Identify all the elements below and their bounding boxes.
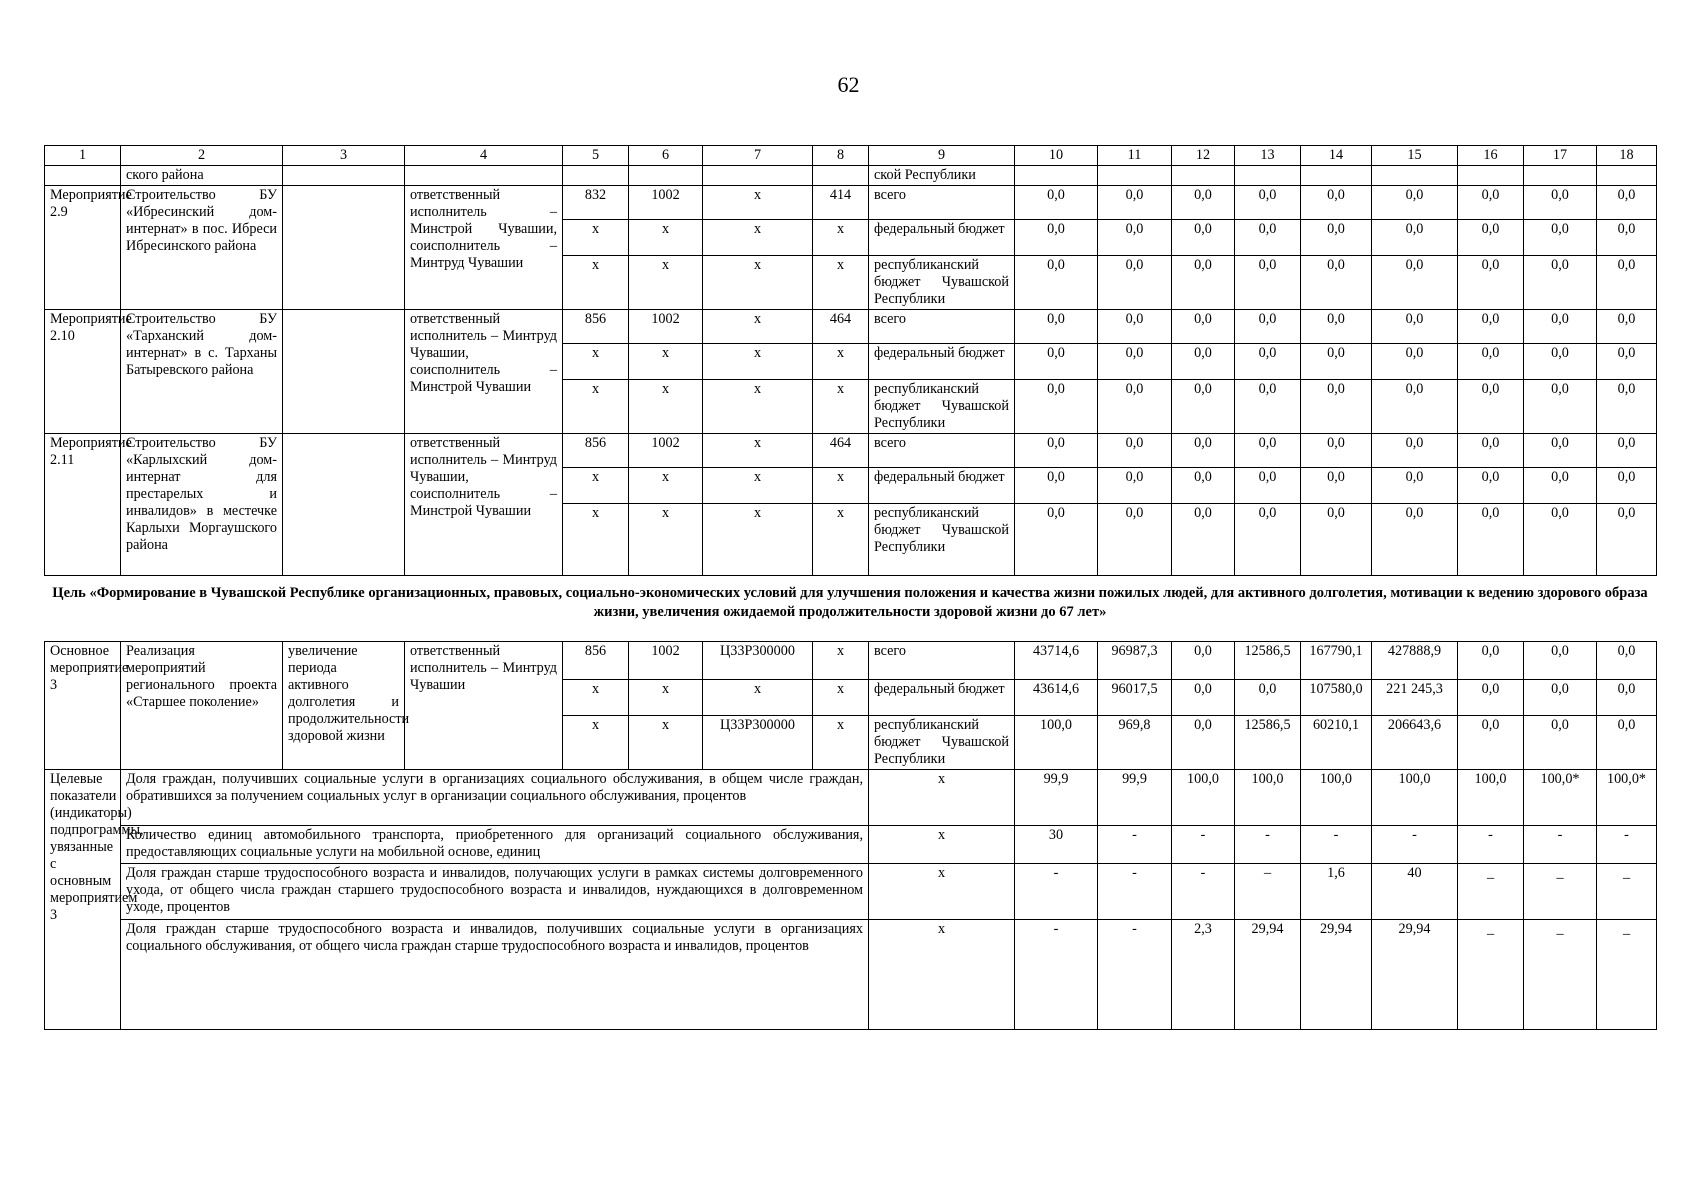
amount-cell: 0,0 <box>1235 220 1301 256</box>
amount-cell: 0,0 <box>1458 680 1524 716</box>
budget-table-top <box>44 145 1657 576</box>
code-cell: 856 <box>563 642 629 680</box>
amount-cell: 0,0 <box>1098 380 1172 434</box>
column-number: 13 <box>1235 146 1301 166</box>
code-cell: х <box>563 344 629 380</box>
indicator-text: Количество единиц автомобильного транспорта, приобретенного для организаций социального обслуживания, предоставляющих социальные услуги на мобильной основе, единиц <box>121 826 869 864</box>
amount-cell: 0,0 <box>1372 468 1458 504</box>
code-cell: х <box>813 380 869 434</box>
amount-cell: 0,0 <box>1098 186 1172 220</box>
amount-cell: 96987,3 <box>1098 642 1172 680</box>
amount-cell: 0,0 <box>1458 344 1524 380</box>
amount-cell: 0,0 <box>1301 504 1372 576</box>
code-cell: х <box>629 256 703 310</box>
code-cell: х <box>563 716 629 770</box>
main-measure-name: Реализация мероприятий регионального проекта «Старшее поколение» <box>121 642 283 770</box>
amount-cell: 0,0 <box>1458 434 1524 468</box>
measure-label: Мероприятие 2.9 <box>45 186 121 310</box>
indicator-mark: х <box>869 920 1015 1030</box>
empty-cell <box>629 166 703 186</box>
indicator-value: 1,6 <box>1301 864 1372 920</box>
amount-cell: 0,0 <box>1098 344 1172 380</box>
indicator-value: 100,0 <box>1372 770 1458 826</box>
amount-cell: 0,0 <box>1458 380 1524 434</box>
column-number: 18 <box>1597 146 1657 166</box>
amount-cell: 0,0 <box>1597 716 1657 770</box>
code-cell: х <box>563 468 629 504</box>
amount-cell: 0,0 <box>1098 434 1172 468</box>
code-cell: х <box>563 380 629 434</box>
code-cell: х <box>563 220 629 256</box>
code-cell: Ц33Р300000 <box>703 642 813 680</box>
funding-source: федеральный бюджет <box>869 220 1015 256</box>
code-cell: х <box>703 344 813 380</box>
target-indicator-row <box>45 864 1657 920</box>
code-cell: х <box>703 468 813 504</box>
code-cell: х <box>629 380 703 434</box>
indicator-text: Доля граждан старше трудоспособного возраста и инвалидов, получивших социальные услуги в организациях социального обслуживания, от общего числа граждан старше трудоспособного возраста и инвалидов, процентов <box>121 920 869 1030</box>
code-cell: х <box>703 186 813 220</box>
funding-source: республиканский бюджет Чувашской Республики <box>869 380 1015 434</box>
amount-cell: 0,0 <box>1524 220 1597 256</box>
code-cell: х <box>703 220 813 256</box>
indicator-value: 100,0 <box>1458 770 1524 826</box>
column-number: 2 <box>121 146 283 166</box>
indicator-value: _ <box>1458 920 1524 1030</box>
indicator-value: 29,94 <box>1372 920 1458 1030</box>
amount-cell: 0,0 <box>1372 344 1458 380</box>
main-measure-row <box>45 642 1657 680</box>
continuation-text: ской Республики <box>869 166 1015 186</box>
funding-source: всего <box>869 642 1015 680</box>
code-cell: х <box>703 680 813 716</box>
target-indicator-row <box>45 770 1657 826</box>
amount-cell: 0,0 <box>1301 256 1372 310</box>
column-number: 10 <box>1015 146 1098 166</box>
amount-cell: 43714,6 <box>1015 642 1098 680</box>
amount-cell: 0,0 <box>1235 344 1301 380</box>
main-measure-executor: ответственный исполнитель – Минтруд Чувашии <box>405 642 563 770</box>
measure-row <box>45 434 1657 468</box>
amount-cell: 0,0 <box>1235 434 1301 468</box>
amount-cell: 0,0 <box>1235 256 1301 310</box>
amount-cell: 0,0 <box>1015 186 1098 220</box>
amount-cell: 0,0 <box>1524 434 1597 468</box>
indicator-value: - <box>1524 826 1597 864</box>
amount-cell: 0,0 <box>1235 380 1301 434</box>
amount-cell: 0,0 <box>1015 220 1098 256</box>
indicator-mark: х <box>869 770 1015 826</box>
indicator-value: 2,3 <box>1172 920 1235 1030</box>
indicator-value: 30 <box>1015 826 1098 864</box>
amount-cell: 0,0 <box>1458 186 1524 220</box>
indicator-value: - <box>1098 864 1172 920</box>
measure-label: Мероприятие 2.10 <box>45 310 121 434</box>
main-measure-indicator: увеличение периода активного долголетия и продолжительности здоровой жизни <box>283 642 405 770</box>
empty-cell <box>813 166 869 186</box>
amount-cell: 0,0 <box>1597 642 1657 680</box>
code-cell: х <box>813 468 869 504</box>
amount-cell: 0,0 <box>1301 310 1372 344</box>
indicator-value: 40 <box>1372 864 1458 920</box>
code-cell: 832 <box>563 186 629 220</box>
measure-row <box>45 310 1657 344</box>
empty-cell <box>1301 166 1372 186</box>
main-measure-label: Основное мероприятие 3 <box>45 642 121 770</box>
amount-cell: 0,0 <box>1458 504 1524 576</box>
amount-cell: 107580,0 <box>1301 680 1372 716</box>
amount-cell: 0,0 <box>1372 186 1458 220</box>
amount-cell: 0,0 <box>1015 504 1098 576</box>
column-number: 1 <box>45 146 121 166</box>
amount-cell: 0,0 <box>1597 186 1657 220</box>
amount-cell: 0,0 <box>1235 310 1301 344</box>
code-cell: х <box>703 504 813 576</box>
code-cell: 414 <box>813 186 869 220</box>
indicator-value: - <box>1458 826 1524 864</box>
amount-cell: 0,0 <box>1098 256 1172 310</box>
amount-cell: 0,0 <box>1372 380 1458 434</box>
amount-cell: 0,0 <box>1172 642 1235 680</box>
code-cell: х <box>813 680 869 716</box>
indicator-value: - <box>1597 826 1657 864</box>
code-cell: х <box>813 642 869 680</box>
amount-cell: 0,0 <box>1015 310 1098 344</box>
code-cell: 464 <box>813 434 869 468</box>
code-cell: х <box>703 380 813 434</box>
code-cell: 1002 <box>629 434 703 468</box>
measure-name: Строительство БУ «Ибресинский дом-интернат» в пос. Ибреси Ибресинского района <box>121 186 283 310</box>
column-number: 9 <box>869 146 1015 166</box>
amount-cell: 0,0 <box>1172 344 1235 380</box>
amount-cell: 0,0 <box>1597 256 1657 310</box>
amount-cell: 0,0 <box>1524 310 1597 344</box>
amount-cell: 0,0 <box>1372 310 1458 344</box>
amount-cell: 0,0 <box>1015 344 1098 380</box>
amount-cell: 0,0 <box>1098 310 1172 344</box>
funding-source: всего <box>869 310 1015 344</box>
measure-executor: ответственный исполнитель – Минстрой Чувашии, соисполнитель – Минтруд Чувашии <box>405 186 563 310</box>
empty-cell <box>1015 166 1098 186</box>
amount-cell: 0,0 <box>1098 468 1172 504</box>
amount-cell: 12586,5 <box>1235 716 1301 770</box>
indicator-value: 99,9 <box>1015 770 1098 826</box>
empty-cell <box>1372 166 1458 186</box>
code-cell: 856 <box>563 310 629 344</box>
empty-cell <box>405 166 563 186</box>
amount-cell: 0,0 <box>1372 504 1458 576</box>
continuation-row <box>45 166 1657 186</box>
funding-source: всего <box>869 434 1015 468</box>
amount-cell: 0,0 <box>1172 186 1235 220</box>
amount-cell: 0,0 <box>1172 310 1235 344</box>
indicator-value: - <box>1098 920 1172 1030</box>
amount-cell: 0,0 <box>1597 310 1657 344</box>
empty-cell <box>1524 166 1597 186</box>
measure-name: Строительство БУ «Карлыхский дом-интернат для престарелых и инвалидов» в местечке Карлыхи Моргаушского района <box>121 434 283 576</box>
code-cell: х <box>629 680 703 716</box>
empty-cell <box>1172 166 1235 186</box>
target-indicator-row <box>45 826 1657 864</box>
measure-name: Строительство БУ «Тарханский дом-интернат» в с. Тарханы Батыревского района <box>121 310 283 434</box>
code-cell: 856 <box>563 434 629 468</box>
column-number: 11 <box>1098 146 1172 166</box>
amount-cell: 0,0 <box>1015 256 1098 310</box>
indicator-mark: х <box>869 826 1015 864</box>
amount-cell: 0,0 <box>1172 256 1235 310</box>
amount-cell: 0,0 <box>1458 468 1524 504</box>
code-cell: х <box>813 716 869 770</box>
empty-cell <box>283 166 405 186</box>
amount-cell: 0,0 <box>1597 504 1657 576</box>
column-number: 14 <box>1301 146 1372 166</box>
indicator-value: - <box>1301 826 1372 864</box>
indicator-value: – <box>1235 864 1301 920</box>
amount-cell: 0,0 <box>1524 344 1597 380</box>
amount-cell: 0,0 <box>1372 220 1458 256</box>
page-number: 62 <box>837 72 860 97</box>
measure-row <box>45 186 1657 220</box>
indicator-value: - <box>1172 864 1235 920</box>
indicator-value: 100,0 <box>1172 770 1235 826</box>
column-number: 16 <box>1458 146 1524 166</box>
column-number: 7 <box>703 146 813 166</box>
amount-cell: 0,0 <box>1301 468 1372 504</box>
amount-cell: 0,0 <box>1235 504 1301 576</box>
amount-cell: 0,0 <box>1524 256 1597 310</box>
amount-cell: 0,0 <box>1172 680 1235 716</box>
code-cell: х <box>629 504 703 576</box>
measure-executor: ответственный исполнитель – Минтруд Чувашии, соисполнитель – Минстрой Чувашии <box>405 310 563 434</box>
amount-cell: 0,0 <box>1172 468 1235 504</box>
amount-cell: 969,8 <box>1098 716 1172 770</box>
amount-cell: 0,0 <box>1301 220 1372 256</box>
goal-heading: Цель «Формирование в Чувашской Республике организационных, правовых, социально-экономических условий для улучшения положения и качества жизни пожилых людей, для активного долголетия, мотивации к ведению здорового образа жизни, увеличения ожидаемой продолжительности здоровой жизни до 67 лет» <box>52 585 1648 620</box>
funding-source: республиканский бюджет Чувашской Республики <box>869 504 1015 576</box>
funding-source: республиканский бюджет Чувашской Республики <box>869 256 1015 310</box>
amount-cell: 0,0 <box>1235 186 1301 220</box>
amount-cell: 0,0 <box>1301 380 1372 434</box>
amount-cell: 221 245,3 <box>1372 680 1458 716</box>
code-cell: х <box>813 344 869 380</box>
amount-cell: 0,0 <box>1372 434 1458 468</box>
code-cell: х <box>629 716 703 770</box>
amount-cell: 0,0 <box>1597 468 1657 504</box>
empty-cell <box>1458 166 1524 186</box>
header-row <box>45 146 1657 166</box>
amount-cell: 0,0 <box>1172 434 1235 468</box>
continuation-text: ского района <box>121 166 283 186</box>
code-cell: х <box>563 680 629 716</box>
measure-label: Мероприятие 2.11 <box>45 434 121 576</box>
indicator-value: - <box>1235 826 1301 864</box>
indicator-value: _ <box>1597 864 1657 920</box>
funding-source: федеральный бюджет <box>869 468 1015 504</box>
amount-cell: 0,0 <box>1458 716 1524 770</box>
amount-cell: 0,0 <box>1597 344 1657 380</box>
column-number: 12 <box>1172 146 1235 166</box>
indicator-value: 100,0 <box>1235 770 1301 826</box>
code-cell: х <box>629 220 703 256</box>
amount-cell: 0,0 <box>1458 310 1524 344</box>
measure-executor: ответственный исполнитель – Минтруд Чувашии, соисполнитель – Минстрой Чувашии <box>405 434 563 576</box>
amount-cell: 0,0 <box>1524 504 1597 576</box>
amount-cell: 0,0 <box>1098 504 1172 576</box>
funding-source: федеральный бюджет <box>869 680 1015 716</box>
amount-cell: 0,0 <box>1524 380 1597 434</box>
column-number: 15 <box>1372 146 1458 166</box>
funding-source: федеральный бюджет <box>869 344 1015 380</box>
empty-cell <box>703 166 813 186</box>
amount-cell: 206643,6 <box>1372 716 1458 770</box>
measure-indicator <box>283 434 405 576</box>
indicator-value: - <box>1098 826 1172 864</box>
indicator-value: - <box>1015 864 1098 920</box>
code-cell: х <box>703 310 813 344</box>
amount-cell: 12586,5 <box>1235 642 1301 680</box>
code-cell: х <box>813 220 869 256</box>
code-cell: х <box>703 256 813 310</box>
indicator-text: Доля граждан, получивших социальные услуги в организациях социального обслуживания, в общем числе граждан, обратившихся за получением социальных услуг в организации социального обслуживания, процентов <box>121 770 869 826</box>
code-cell: х <box>563 504 629 576</box>
column-number: 3 <box>283 146 405 166</box>
indicator-value: 100,0* <box>1524 770 1597 826</box>
code-cell: 464 <box>813 310 869 344</box>
amount-cell: 0,0 <box>1301 434 1372 468</box>
amount-cell: 0,0 <box>1172 504 1235 576</box>
indicator-value: _ <box>1458 864 1524 920</box>
column-number: 17 <box>1524 146 1597 166</box>
amount-cell: 0,0 <box>1458 220 1524 256</box>
amount-cell: 43614,6 <box>1015 680 1098 716</box>
indicator-value: - <box>1015 920 1098 1030</box>
indicator-mark: х <box>869 864 1015 920</box>
empty-cell <box>45 166 121 186</box>
amount-cell: 0,0 <box>1015 434 1098 468</box>
indicator-value: _ <box>1524 920 1597 1030</box>
amount-cell: 100,0 <box>1015 716 1098 770</box>
amount-cell: 0,0 <box>1015 468 1098 504</box>
code-cell: Ц33Р300000 <box>703 716 813 770</box>
amount-cell: 0,0 <box>1597 220 1657 256</box>
amount-cell: 0,0 <box>1301 344 1372 380</box>
measure-indicator <box>283 186 405 310</box>
column-number: 5 <box>563 146 629 166</box>
column-number: 8 <box>813 146 869 166</box>
amount-cell: 0,0 <box>1372 256 1458 310</box>
indicator-value: - <box>1172 826 1235 864</box>
amount-cell: 0,0 <box>1524 186 1597 220</box>
column-number: 4 <box>405 146 563 166</box>
measure-indicator <box>283 310 405 434</box>
amount-cell: 0,0 <box>1458 642 1524 680</box>
amount-cell: 0,0 <box>1235 680 1301 716</box>
amount-cell: 0,0 <box>1524 642 1597 680</box>
indicator-value: _ <box>1597 920 1657 1030</box>
amount-cell: 0,0 <box>1597 680 1657 716</box>
amount-cell: 0,0 <box>1458 256 1524 310</box>
empty-cell <box>1597 166 1657 186</box>
amount-cell: 0,0 <box>1235 468 1301 504</box>
indicator-value: - <box>1372 826 1458 864</box>
indicator-text: Доля граждан старше трудоспособного возраста и инвалидов, получающих услуги в рамках системы долговременного ухода, от общего числа граждан старшего трудоспособного возраста и инвалидов, нуждающихся в долговременном уходе, процентов <box>121 864 869 920</box>
targets-label: Целевые показатели (индикаторы) подпрограммы, увязанные с основным мероприятием 3 <box>45 770 121 1030</box>
amount-cell: 167790,1 <box>1301 642 1372 680</box>
empty-cell <box>1235 166 1301 186</box>
amount-cell: 0,0 <box>1597 434 1657 468</box>
code-cell: 1002 <box>629 186 703 220</box>
indicator-value: 99,9 <box>1098 770 1172 826</box>
empty-cell <box>563 166 629 186</box>
budget-table-bottom <box>44 641 1657 1030</box>
target-indicator-row <box>45 920 1657 1030</box>
code-cell: х <box>629 468 703 504</box>
empty-cell <box>1098 166 1172 186</box>
code-cell: х <box>813 256 869 310</box>
code-cell: 1002 <box>629 310 703 344</box>
code-cell: х <box>629 344 703 380</box>
amount-cell: 0,0 <box>1172 380 1235 434</box>
amount-cell: 0,0 <box>1172 716 1235 770</box>
amount-cell: 60210,1 <box>1301 716 1372 770</box>
amount-cell: 0,0 <box>1015 380 1098 434</box>
indicator-value: 29,94 <box>1235 920 1301 1030</box>
code-cell: х <box>703 434 813 468</box>
amount-cell: 0,0 <box>1172 220 1235 256</box>
amount-cell: 0,0 <box>1524 680 1597 716</box>
amount-cell: 96017,5 <box>1098 680 1172 716</box>
amount-cell: 0,0 <box>1098 220 1172 256</box>
amount-cell: 427888,9 <box>1372 642 1458 680</box>
amount-cell: 0,0 <box>1597 380 1657 434</box>
indicator-value: 100,0* <box>1597 770 1657 826</box>
indicator-value: 100,0 <box>1301 770 1372 826</box>
funding-source: всего <box>869 186 1015 220</box>
code-cell: 1002 <box>629 642 703 680</box>
amount-cell: 0,0 <box>1301 186 1372 220</box>
indicator-value: 29,94 <box>1301 920 1372 1030</box>
indicator-value: _ <box>1524 864 1597 920</box>
code-cell: х <box>563 256 629 310</box>
column-number: 6 <box>629 146 703 166</box>
amount-cell: 0,0 <box>1524 468 1597 504</box>
amount-cell: 0,0 <box>1524 716 1597 770</box>
code-cell: х <box>813 504 869 576</box>
funding-source: республиканский бюджет Чувашской Республики <box>869 716 1015 770</box>
